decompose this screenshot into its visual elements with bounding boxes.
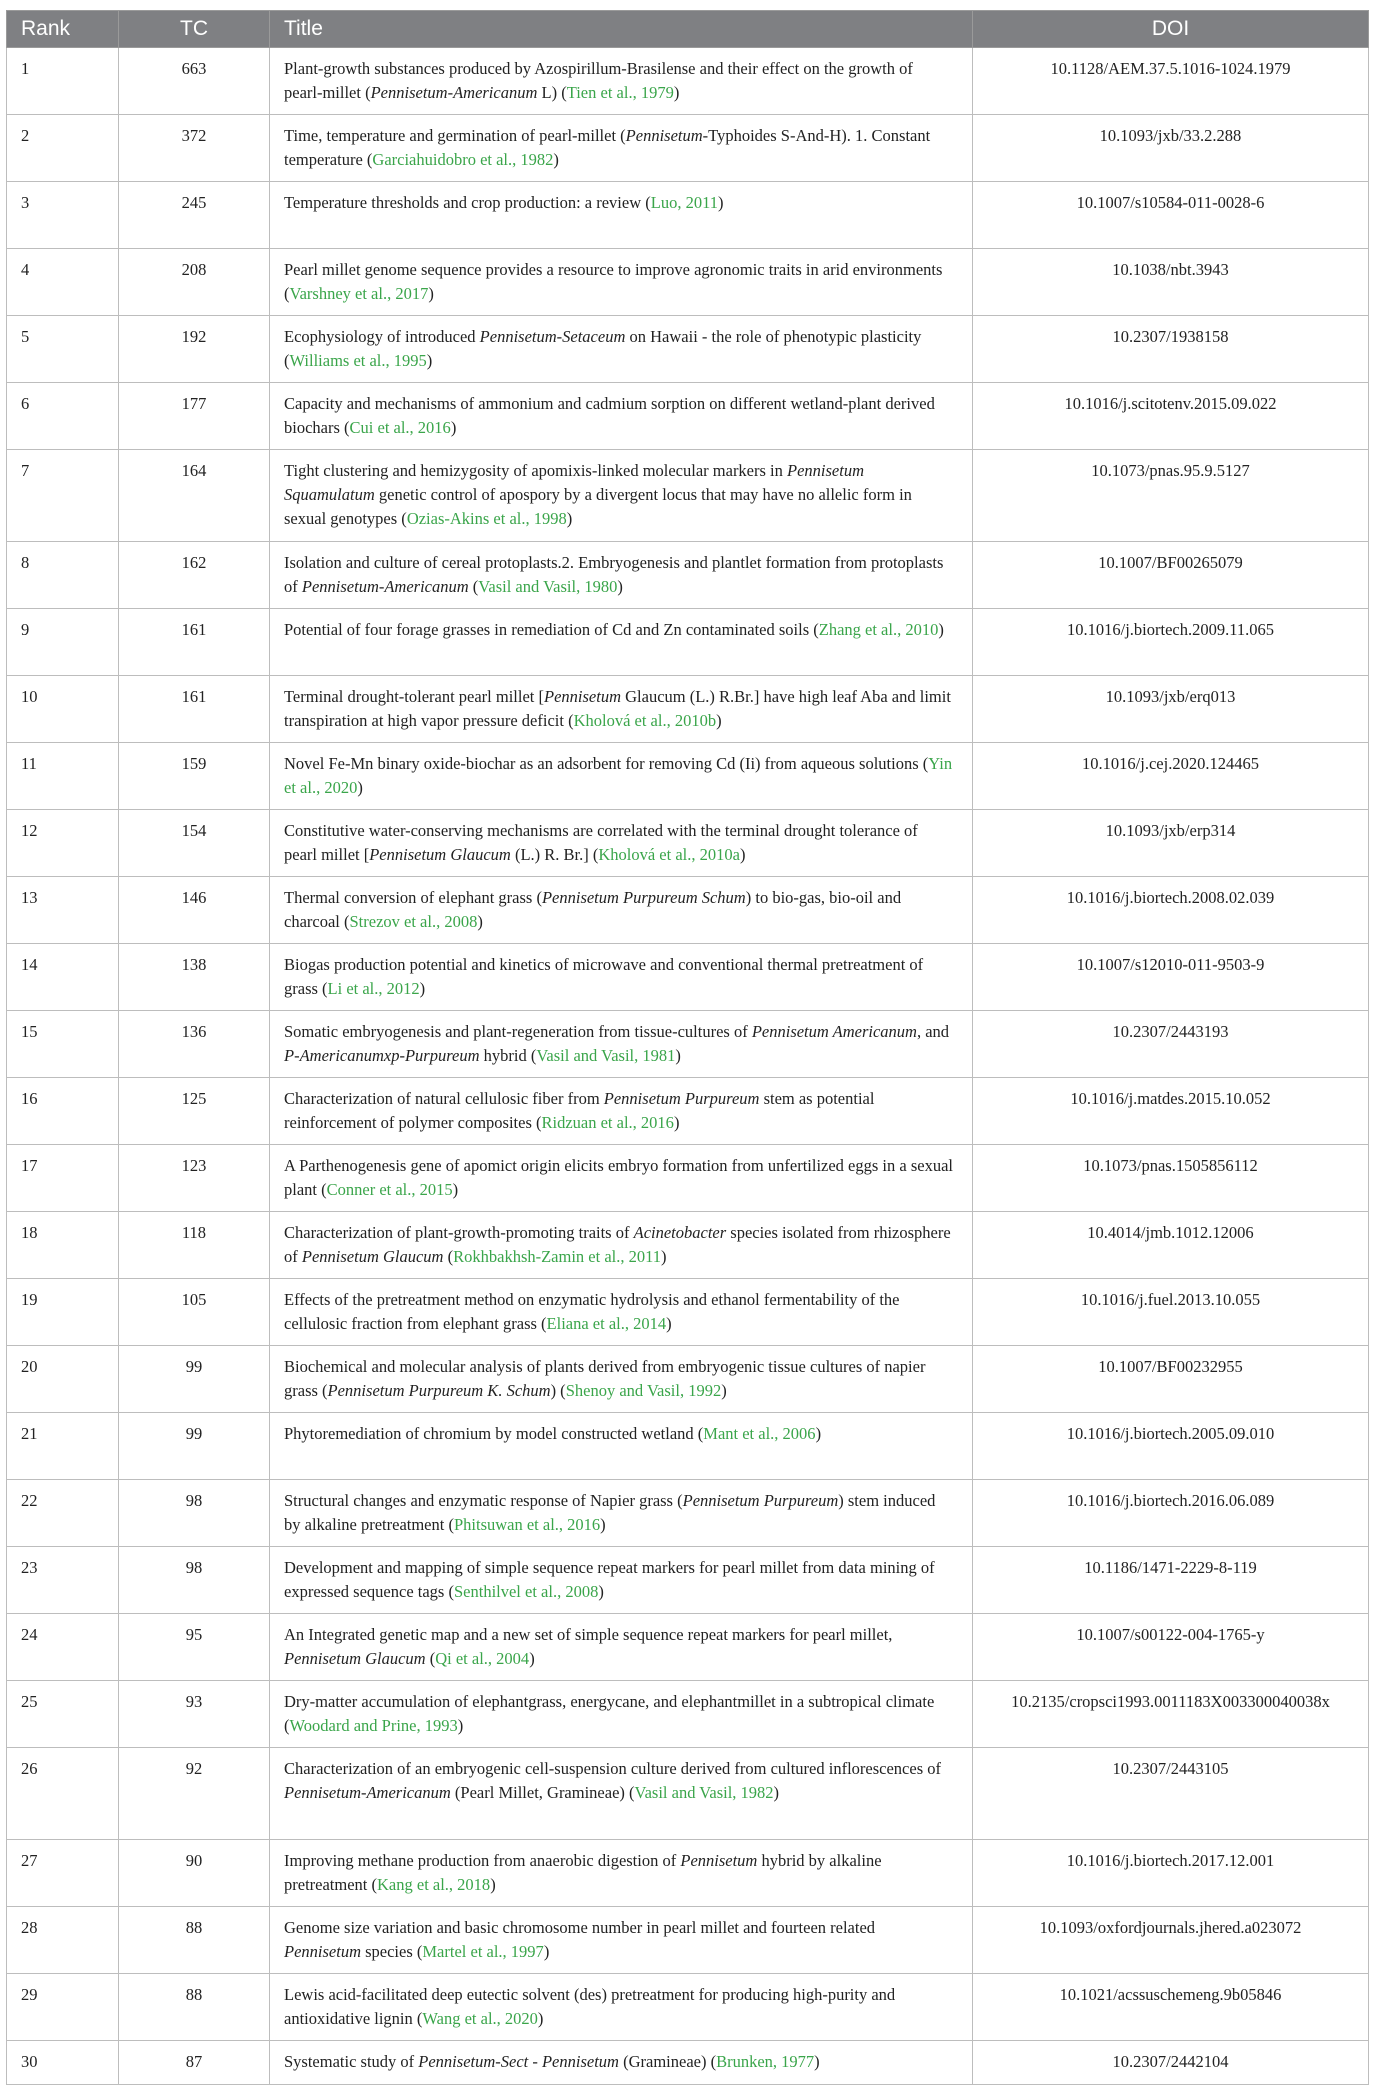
cell-tc: 161 (119, 609, 270, 676)
cell-title (270, 1614, 973, 1681)
title-text: stem as potential reinforcement of polymer composites ( (284, 1089, 875, 1132)
table-row (7, 1748, 1369, 1840)
cell-rank: 26 (7, 1748, 119, 1840)
table-row (7, 542, 1369, 609)
top-cited-table (6, 10, 1369, 2085)
cell-title (270, 1907, 973, 1974)
title-species-text: Pennisetum Purpureum Schum (541, 888, 746, 907)
cell-title (270, 1974, 973, 2041)
table-row (7, 1907, 1369, 1974)
citation-link[interactable]: Vasil and Vasil, 1980 (478, 577, 618, 596)
table-row (7, 1547, 1369, 1614)
title-text: ) (717, 193, 724, 212)
cell-title (270, 450, 973, 542)
cell-doi: 10.1016/j.biortech.2005.09.010 (973, 1413, 1369, 1480)
citation-link[interactable]: Yin et al., 2020 (284, 754, 953, 797)
title-species-text: Pennisetum (680, 1851, 758, 1870)
title-text: (Gramineae) ( (618, 2052, 717, 2071)
table-row (7, 1413, 1369, 1480)
cell-doi: 10.1007/s10584-011-0028-6 (973, 182, 1369, 249)
cell-rank: 1 (7, 48, 119, 115)
citation-link[interactable]: Luo, 2011 (650, 193, 718, 212)
cell-title (270, 1346, 973, 1413)
title-text: ) (815, 1424, 822, 1443)
title-text: ) (773, 1783, 780, 1802)
cell-title (270, 2041, 973, 2085)
title-text: Glaucum (L.) R.Br.] have high leaf Aba and limit transpiration at high vapor pressure deficit ( (284, 687, 951, 730)
citation-link[interactable]: Garciahuidobro et al., 1982 (372, 150, 554, 169)
title-text: ) (537, 2009, 544, 2028)
title-text: Genome size variation and basic chromosome number in pearl millet and fourteen related (284, 1918, 876, 1937)
cell-title (270, 1681, 973, 1748)
table-header (7, 11, 1369, 48)
cell-doi: 10.1093/jxb/erq013 (973, 676, 1369, 743)
cell-rank: 6 (7, 383, 119, 450)
table-row (7, 609, 1369, 676)
table-row (7, 1346, 1369, 1413)
cell-tc: 95 (119, 1614, 270, 1681)
cell-tc: 92 (119, 1748, 270, 1840)
cell-rank: 12 (7, 810, 119, 877)
cell-doi: 10.2307/2442104 (973, 2041, 1369, 2085)
cell-tc: 146 (119, 877, 270, 944)
cell-doi: 10.1073/pnas.1505856112 (973, 1145, 1369, 1212)
title-text: Characterization of an embryogenic cell-suspension culture derived from cultured inflorescences of (284, 1759, 941, 1778)
cell-tc: 177 (119, 383, 270, 450)
title-text: ) (490, 1875, 496, 1894)
header-title: Title (270, 11, 973, 48)
title-text: , and (916, 1022, 950, 1041)
cell-rank: 30 (7, 2041, 119, 2085)
table-row (7, 810, 1369, 877)
cell-title (270, 542, 973, 609)
title-text: on Hawaii - the role of phenotypic plasticity ( (284, 327, 922, 370)
table-row (7, 249, 1369, 316)
cell-tc: 136 (119, 1011, 270, 1078)
citation-link[interactable]: Woodard and Prine, 1993 (289, 1716, 458, 1735)
cell-tc: 98 (119, 1547, 270, 1614)
citation-link[interactable]: Kholová et al., 2010a (598, 845, 740, 864)
citation-link[interactable]: Ridzuan et al., 2016 (541, 1113, 674, 1132)
cell-title (270, 810, 973, 877)
title-text: Constitutive water-conserving mechanisms are correlated with the terminal drought tolerance of pearl millet [ (284, 821, 918, 864)
title-text: Effects of the pretreatment method on enzymatic hydrolysis and ethanol fermentability of the cellulosic fraction from elephant grass ( (284, 1290, 900, 1333)
table-row (7, 450, 1369, 542)
title-text: ) (529, 1649, 535, 1668)
cell-title (270, 609, 973, 676)
cell-rank: 11 (7, 743, 119, 810)
cell-tc: 663 (119, 48, 270, 115)
cell-tc: 154 (119, 810, 270, 877)
cell-doi: 10.1016/j.matdes.2015.10.052 (973, 1078, 1369, 1145)
cell-doi: 10.1128/AEM.37.5.1016-1024.1979 (973, 48, 1369, 115)
title-text: Improving methane production from anaerobic digestion of (284, 1851, 681, 1870)
cell-doi: 10.1093/jxb/erp314 (973, 810, 1369, 877)
cell-title (270, 743, 973, 810)
cell-doi: 10.1093/oxfordjournals.jhered.a023072 (973, 1907, 1369, 1974)
table-row (7, 743, 1369, 810)
cell-title (270, 316, 973, 383)
cell-rank: 24 (7, 1614, 119, 1681)
title-text: ) stem induced by alkaline pretreatment ( (284, 1491, 936, 1534)
cell-rank: 15 (7, 1011, 119, 1078)
cell-title (270, 1011, 973, 1078)
citation-link[interactable]: Zhang et al., 2010 (818, 620, 939, 639)
title-text: Development and mapping of simple sequence repeat markers for pearl millet from data mining of expressed sequence tags ( (284, 1558, 935, 1601)
title-species-text: P-Americanumxp-Purpureum (284, 1046, 480, 1065)
cell-title (270, 115, 973, 182)
title-text: ) (598, 1582, 604, 1601)
cell-doi: 10.1007/BF00265079 (973, 542, 1369, 609)
cell-rank: 3 (7, 182, 119, 249)
title-species-text: Pennisetum (625, 126, 703, 145)
title-text: ) (426, 351, 433, 370)
title-text: ) (617, 577, 623, 596)
table-row (7, 1974, 1369, 2041)
title-text: Thermal conversion of elephant grass ( (284, 888, 542, 907)
title-text: ( (443, 1247, 454, 1266)
cell-tc: 162 (119, 542, 270, 609)
citation-link[interactable]: Rokhbakhsh-Zamin et al., 2011 (453, 1247, 662, 1266)
cell-rank: 21 (7, 1413, 119, 1480)
cell-doi: 10.2307/2443193 (973, 1011, 1369, 1078)
title-text: Ecophysiology of introduced (284, 327, 480, 346)
cell-tc: 164 (119, 450, 270, 542)
cell-tc: 192 (119, 316, 270, 383)
cell-title (270, 1078, 973, 1145)
title-text: ) (675, 1046, 681, 1065)
table-row (7, 1078, 1369, 1145)
citation-link[interactable]: Qi et al., 2004 (435, 1649, 530, 1668)
title-species-text: Pennisetum (284, 1942, 361, 1961)
cell-doi: 10.1016/j.biortech.2008.02.039 (973, 877, 1369, 944)
cell-rank: 28 (7, 1907, 119, 1974)
title-text: Capacity and mechanisms of ammonium and cadmium sorption on different wetland-plant derived biochars ( (284, 394, 935, 437)
title-text: ) to bio-gas, bio-oil and charcoal ( (284, 888, 902, 931)
cell-title (270, 1145, 973, 1212)
cell-doi: 10.1016/j.fuel.2013.10.055 (973, 1279, 1369, 1346)
cell-rank: 13 (7, 877, 119, 944)
title-text: ) ( (550, 1381, 566, 1400)
cell-title (270, 1748, 973, 1840)
citation-link[interactable]: Shenoy and Vasil, 1992 (565, 1381, 722, 1400)
cell-title (270, 1413, 973, 1480)
cell-doi: 10.2135/cropsci1993.0011183X003300040038x (973, 1681, 1369, 1748)
title-species-text: Pennisetum Purpureum K. Schum (327, 1381, 551, 1400)
cell-doi: 10.1007/s12010-011-9503-9 (973, 944, 1369, 1011)
title-text: Structural changes and enzymatic response of Napier grass ( (284, 1491, 683, 1510)
title-text: ) (428, 284, 434, 303)
cell-title (270, 182, 973, 249)
citation-table-container (6, 10, 1368, 2085)
cell-title (270, 1840, 973, 1907)
citation-link[interactable]: Ozias-Akins et al., 1998 (406, 509, 567, 528)
cell-tc: 88 (119, 1974, 270, 2041)
header-row (7, 11, 1369, 48)
title-text: ) (814, 2052, 820, 2071)
title-species-text: Pennisetum Glaucum (284, 1649, 426, 1668)
cell-doi: 10.1016/j.biortech.2017.12.001 (973, 1840, 1369, 1907)
title-species-text: Pennisetum-Setaceum (479, 327, 626, 346)
title-species-text: Pennisetum Squamulatum (284, 461, 864, 504)
header-doi: DOI (973, 11, 1369, 48)
title-text: Characterization of plant-growth-promoting traits of (284, 1223, 634, 1242)
citation-link[interactable]: Kholová et al., 2010b (573, 711, 717, 730)
cell-doi: 10.2307/2443105 (973, 1748, 1369, 1840)
table-row (7, 182, 1369, 249)
title-text: A Parthenogenesis gene of apomict origin elicits embryo formation from unfertilized eggs in a sexual plant ( (284, 1156, 953, 1199)
title-text: ) (553, 150, 559, 169)
table-row (7, 1480, 1369, 1547)
title-text: Potential of four forage grasses in remediation of Cd and Zn contaminated soils ( (284, 620, 819, 639)
cell-tc: 99 (119, 1413, 270, 1480)
title-species-text: Pennisetum-Americanum (284, 1783, 451, 1802)
citation-link[interactable]: Eliana et al., 2014 (546, 1314, 667, 1333)
title-text: Time, temperature and germination of pearl-millet ( (284, 126, 626, 145)
citation-link[interactable]: Li et al., 2012 (327, 979, 420, 998)
title-text: ) (457, 1716, 464, 1735)
cell-title (270, 1480, 973, 1547)
cell-rank: 29 (7, 1974, 119, 2041)
title-text: species ( (360, 1942, 423, 1961)
title-species-text: Pennisetum-Americanum (370, 83, 538, 102)
table-row (7, 944, 1369, 1011)
citation-link[interactable]: Tien et al., 1979 (566, 83, 674, 102)
cell-tc: 93 (119, 1681, 270, 1748)
title-text: Biogas production potential and kinetics of microwave and conventional thermal pretreatment of grass ( (284, 955, 924, 998)
cell-rank: 22 (7, 1480, 119, 1547)
citation-link[interactable]: Mant et al., 2006 (703, 1424, 816, 1443)
title-text: Characterization of natural cellulosic fiber from (284, 1089, 604, 1108)
cell-rank: 25 (7, 1681, 119, 1748)
cell-doi: 10.1007/BF00232955 (973, 1346, 1369, 1413)
cell-doi: 10.1007/s00122-004-1765-y (973, 1614, 1369, 1681)
cell-rank: 16 (7, 1078, 119, 1145)
cell-tc: 245 (119, 182, 270, 249)
title-text: Novel Fe-Mn binary oxide-biochar as an adsorbent for removing Cd (Ii) from aqueous solutions ( (284, 754, 929, 773)
citation-link[interactable]: Varshney et al., 2017 (289, 284, 429, 303)
cell-rank: 20 (7, 1346, 119, 1413)
title-text: ) (477, 912, 483, 931)
cell-doi: 10.1038/nbt.3943 (973, 249, 1369, 316)
table-row (7, 2041, 1369, 2085)
cell-title (270, 676, 973, 743)
table-row (7, 1681, 1369, 1748)
table-row (7, 1614, 1369, 1681)
title-text: Systematic study of (284, 2052, 419, 2071)
table-row (7, 383, 1369, 450)
citation-link[interactable]: Vasil and Vasil, 1982 (634, 1783, 774, 1802)
cell-rank: 7 (7, 450, 119, 542)
cell-tc: 161 (119, 676, 270, 743)
title-text: Temperature thresholds and crop production: a review ( (284, 193, 651, 212)
citation-link[interactable]: Williams et al., 1995 (289, 351, 427, 370)
citation-link[interactable]: Vasil and Vasil, 1981 (536, 1046, 676, 1065)
cell-tc: 88 (119, 1907, 270, 1974)
cell-rank: 23 (7, 1547, 119, 1614)
cell-rank: 8 (7, 542, 119, 609)
cell-tc: 159 (119, 743, 270, 810)
title-text: Biochemical and molecular analysis of plants derived from embryogenic tissue cultures of napier grass ( (284, 1357, 926, 1400)
cell-rank: 19 (7, 1279, 119, 1346)
cell-tc: 118 (119, 1212, 270, 1279)
citation-link[interactable]: Phitsuwan et al., 2016 (453, 1515, 601, 1534)
title-text: ) (666, 1314, 672, 1333)
cell-rank: 2 (7, 115, 119, 182)
title-species-text: Pennisetum Purpureum (682, 1491, 839, 1510)
cell-title (270, 249, 973, 316)
title-text: Plant-growth substances produced by Azospirillum-Brasilense and their effect on the growth of pearl-millet ( (284, 59, 913, 102)
cell-rank: 4 (7, 249, 119, 316)
cell-rank: 18 (7, 1212, 119, 1279)
table-body (7, 48, 1369, 2085)
cell-doi: 10.1186/1471-2229-8-119 (973, 1547, 1369, 1614)
cell-title (270, 383, 973, 450)
cell-title (270, 1212, 973, 1279)
cell-rank: 14 (7, 944, 119, 1011)
table-row (7, 1279, 1369, 1346)
title-species-text: Acinetobacter (633, 1223, 727, 1242)
citation-link[interactable]: Kang et al., 2018 (377, 1875, 491, 1894)
cell-tc: 123 (119, 1145, 270, 1212)
cell-tc: 208 (119, 249, 270, 316)
title-text: ) (452, 1180, 459, 1199)
table-row (7, 48, 1369, 115)
title-text: Somatic embryogenesis and plant-regeneration from tissue-cultures of (284, 1022, 752, 1041)
cell-tc: 125 (119, 1078, 270, 1145)
title-text: Tight clustering and hemizygosity of apomixis-linked molecular markers in (284, 461, 788, 480)
title-text: hybrid by alkaline pretreatment ( (284, 1851, 882, 1894)
title-text: ) (543, 1942, 550, 1961)
title-text: Dry-matter accumulation of elephantgrass, energycane, and elephantmillet in a subtropical climate ( (284, 1692, 935, 1735)
title-text: ) (938, 620, 944, 639)
title-text: An Integrated genetic map and a new set of simple sequence repeat markers for pearl millet, (284, 1625, 893, 1644)
cell-doi: 10.1021/acssuschemeng.9b05846 (973, 1974, 1369, 2041)
cell-tc: 98 (119, 1480, 270, 1547)
title-text: hybrid ( (479, 1046, 537, 1065)
citation-link[interactable]: Brunken, 1977 (716, 2052, 815, 2071)
title-text: ( (425, 1649, 436, 1668)
title-species-text: Pennisetum-Sect - Pennisetum (418, 2052, 619, 2071)
title-text: ) (357, 778, 363, 797)
title-text: -Typhoides S-And-H). 1. Constant temperature ( (284, 126, 931, 169)
cell-title (270, 944, 973, 1011)
cell-doi: 10.1016/j.biortech.2009.11.065 (973, 609, 1369, 676)
cell-tc: 105 (119, 1279, 270, 1346)
title-text: ) (673, 83, 680, 102)
cell-rank: 5 (7, 316, 119, 383)
title-species-text: Pennisetum-Americanum (301, 577, 469, 596)
title-text: species isolated from rhizosphere of (284, 1223, 951, 1266)
title-text: ) (600, 1515, 606, 1534)
cell-title (270, 1279, 973, 1346)
cell-doi: 10.1016/j.cej.2020.124465 (973, 743, 1369, 810)
cell-title (270, 48, 973, 115)
title-text: Pearl millet genome sequence provides a resource to improve agronomic traits in arid environments ( (284, 260, 943, 303)
title-text: Terminal drought-tolerant pearl millet [ (284, 687, 545, 706)
title-text: (L.) R. Br.] ( (510, 845, 599, 864)
title-species-text: Pennisetum Glaucum (369, 845, 511, 864)
cell-rank: 27 (7, 1840, 119, 1907)
cell-doi: 10.1016/j.biortech.2016.06.089 (973, 1480, 1369, 1547)
table-row (7, 1011, 1369, 1078)
cell-doi: 10.1016/j.scitotenv.2015.09.022 (973, 383, 1369, 450)
cell-doi: 10.1093/jxb/33.2.288 (973, 115, 1369, 182)
cell-doi: 10.2307/1938158 (973, 316, 1369, 383)
title-text: ) (661, 1247, 667, 1266)
cell-doi: 10.4014/jmb.1012.12006 (973, 1212, 1369, 1279)
cell-rank: 9 (7, 609, 119, 676)
table-row (7, 676, 1369, 743)
table-row (7, 1212, 1369, 1279)
cell-title (270, 1547, 973, 1614)
cell-doi: 10.1073/pnas.95.9.5127 (973, 450, 1369, 542)
title-text: Isolation and culture of cereal protoplasts.2. Embryogenesis and plantlet formation from protoplasts of (284, 553, 944, 596)
title-text: Lewis acid-facilitated deep eutectic solvent (des) pretreatment for producing high-purity and antioxidative lignin ( (284, 1985, 896, 2028)
title-text: Phytoremediation of chromium by model constructed wetland ( (284, 1424, 704, 1443)
title-text: ) (566, 509, 573, 528)
cell-tc: 90 (119, 1840, 270, 1907)
title-text: ( (468, 577, 479, 596)
cell-title (270, 877, 973, 944)
table-row (7, 1145, 1369, 1212)
title-text: L) ( (537, 83, 567, 102)
title-text: ) (673, 1113, 680, 1132)
title-text: ) (716, 711, 722, 730)
citation-link[interactable]: Strezov et al., 2008 (349, 912, 478, 931)
title-species-text: Pennisetum Purpureum (603, 1089, 760, 1108)
title-species-text: Pennisetum (544, 687, 621, 706)
table-row (7, 316, 1369, 383)
title-text: ) (721, 1381, 727, 1400)
table-row (7, 1840, 1369, 1907)
citation-link[interactable]: Martel et al., 1997 (422, 1942, 544, 1961)
title-text: ) (450, 418, 457, 437)
header-tc: TC (119, 11, 270, 48)
title-text: ) (739, 845, 746, 864)
cell-rank: 10 (7, 676, 119, 743)
citation-link[interactable]: Wang et al., 2020 (422, 2009, 538, 2028)
table-row (7, 115, 1369, 182)
title-text: ) (419, 979, 426, 998)
cell-tc: 99 (119, 1346, 270, 1413)
citation-link[interactable]: Cui et al., 2016 (349, 418, 451, 437)
title-species-text: Pennisetum Glaucum (301, 1247, 444, 1266)
table-row (7, 877, 1369, 944)
cell-tc: 87 (119, 2041, 270, 2085)
title-species-text: Pennisetum Americanum (751, 1022, 917, 1041)
cell-tc: 138 (119, 944, 270, 1011)
cell-tc: 372 (119, 115, 270, 182)
header-rank: Rank (7, 11, 119, 48)
citation-link[interactable]: Senthilvel et al., 2008 (453, 1582, 599, 1601)
citation-link[interactable]: Conner et al., 2015 (326, 1180, 453, 1199)
title-text: (Pearl Millet, Gramineae) ( (450, 1783, 635, 1802)
cell-rank: 17 (7, 1145, 119, 1212)
title-text: genetic control of apospory by a divergent locus that may have no allelic form in sexual genotypes ( (284, 485, 912, 528)
